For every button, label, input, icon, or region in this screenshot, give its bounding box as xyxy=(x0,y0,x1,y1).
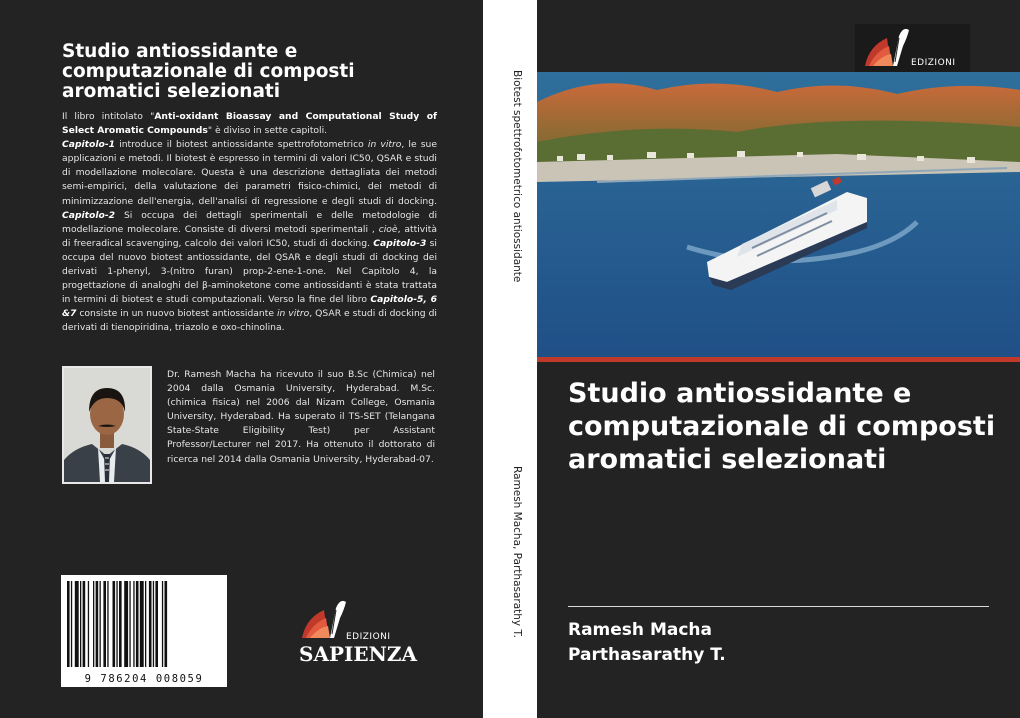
desc-text: , QSAR e studi di docking di derivati di tienopiridina, triazolo e oxo-chinolina. xyxy=(62,308,437,334)
isbn-barcode xyxy=(61,575,227,687)
barcode-bar xyxy=(113,581,116,667)
barcode-bar xyxy=(165,581,168,667)
back-cover-description xyxy=(62,110,437,336)
desc-italic: cioè xyxy=(378,223,398,235)
publisher-edizioni: EDIZIONI xyxy=(346,632,391,642)
desc-text: introduce il biotest antiossidante spettrofotometrico xyxy=(115,139,368,151)
desc-text: , le sue applicazioni e metodi. Il biotest è espresso in termini di valori IC50, QSAR e studi di modellazione molecolare. Questa è una descrizione dettagliata dei metodi semi-empirici, della valutazione dei parametri fisico-chimici, dei metodi di minimizzazione dell'energia, dell'analisi di regressione e degli studi di docking. xyxy=(62,139,437,207)
chapter-label: Capitolo-5, 6 &7 xyxy=(62,294,437,320)
barcode-bar xyxy=(116,581,117,667)
barcode-bar xyxy=(107,581,108,667)
front-author-2: Parthasarathy T. xyxy=(568,645,726,665)
barcode-bar xyxy=(140,581,144,667)
barcode-bar xyxy=(129,581,130,667)
desc-italic: in vitro xyxy=(276,308,310,320)
book-spine xyxy=(483,0,537,718)
spine-authors: Ramesh Macha, Parthasarathy T. xyxy=(511,466,523,638)
barcode-bar xyxy=(67,581,70,667)
barcode-bar xyxy=(93,581,94,667)
barcode-bar xyxy=(162,581,163,667)
desc-bold-title: Anti-oxidant Bioassay and Computational Study of Select Aromatic Compounds xyxy=(62,111,438,137)
author-bio: Dr. Ramesh Macha ha ricevuto il suo B.Sc (Chimica) nel 2004 dalla Osmania University, Hyderabad. M.Sc. (chimica fisica) nel 2006 dal Nizam College, Osmania University, Hyderabad. Ha superato il TS-SET (Telangana State-State Eligibility Test) per Assistant Professor/Lecturer nel 2017. Ha ottenuto il dottorato di ricerca nel 2014 dalla Osmania University, Hyderabad-07. xyxy=(167,369,435,465)
chapter-label: Capitolo-1 xyxy=(62,139,116,151)
desc-text: consiste in un nuovo biotest antiossidante xyxy=(76,308,277,320)
back-cover-title: Studio antiossidante e computazionale di composti aromatici selezionati xyxy=(62,41,355,102)
barcode-bar xyxy=(155,581,158,667)
chapter-label: Capitolo-2 xyxy=(62,209,116,221)
desc-text: Il libro intitolato " xyxy=(62,111,155,122)
front-author-1: Ramesh Macha xyxy=(568,620,712,640)
barcode-bar xyxy=(119,581,122,667)
front-divider xyxy=(568,606,989,607)
barcode-bar xyxy=(100,581,101,667)
desc-italic: in vitro xyxy=(367,139,402,151)
spine-title: Biotest spettrofotometrico antiossidante xyxy=(511,70,523,283)
barcode-bar xyxy=(124,581,128,667)
front-cover-title: Studio antiossidante e computazionale di composti aromatici selezionati xyxy=(568,378,996,475)
barcode-bar xyxy=(96,581,99,667)
barcode-bar xyxy=(83,581,86,667)
barcode-bar xyxy=(149,581,152,667)
front-cover xyxy=(537,0,1020,718)
back-cover xyxy=(0,0,483,718)
publisher-edizioni: EDIZIONI xyxy=(911,58,956,68)
desc-text: si occupa del nuovo biotest antiossidante, del QSAR e degli studi di docking dei derivati 1-phenyl, 3-(nitro furan) prop-2-ene-1-one. Nel Capitolo 4, la progettazione di analoghi del β-aminoketone come antiossidanti è stata trattata in termini di biotest e studi computazionali. Verso la fine del libro xyxy=(62,237,437,306)
barcode-digits: 9 786204 008059 xyxy=(84,673,204,685)
barcode-bar xyxy=(103,581,106,667)
barcode-bar xyxy=(153,581,154,667)
barcode-bar xyxy=(80,581,81,667)
publisher-logo xyxy=(296,598,417,668)
barcode-bar xyxy=(136,581,139,667)
barcode-bar xyxy=(88,581,89,667)
publisher-name: SAPIENZA xyxy=(299,642,417,666)
desc-text: , attività di freeradical scavenging, calcolo dei valori IC50, studi di docking. xyxy=(62,223,437,249)
cruise-ship-photo xyxy=(537,72,1020,362)
barcode-bar xyxy=(75,581,79,667)
author-photo xyxy=(62,366,152,484)
barcode-bar xyxy=(133,581,134,667)
barcode-bar xyxy=(71,581,72,667)
desc-text: " è diviso in sette capitoli. xyxy=(207,125,328,137)
desc-text: Si occupa dei dettagli sperimentali e delle metodologie di modellazione molecolare. Consiste di diversi metodi sperimentali , xyxy=(62,209,437,235)
accent-stripe xyxy=(537,357,1020,362)
barcode-bar xyxy=(145,581,146,667)
chapter-label: Capitolo-3 xyxy=(373,237,427,249)
